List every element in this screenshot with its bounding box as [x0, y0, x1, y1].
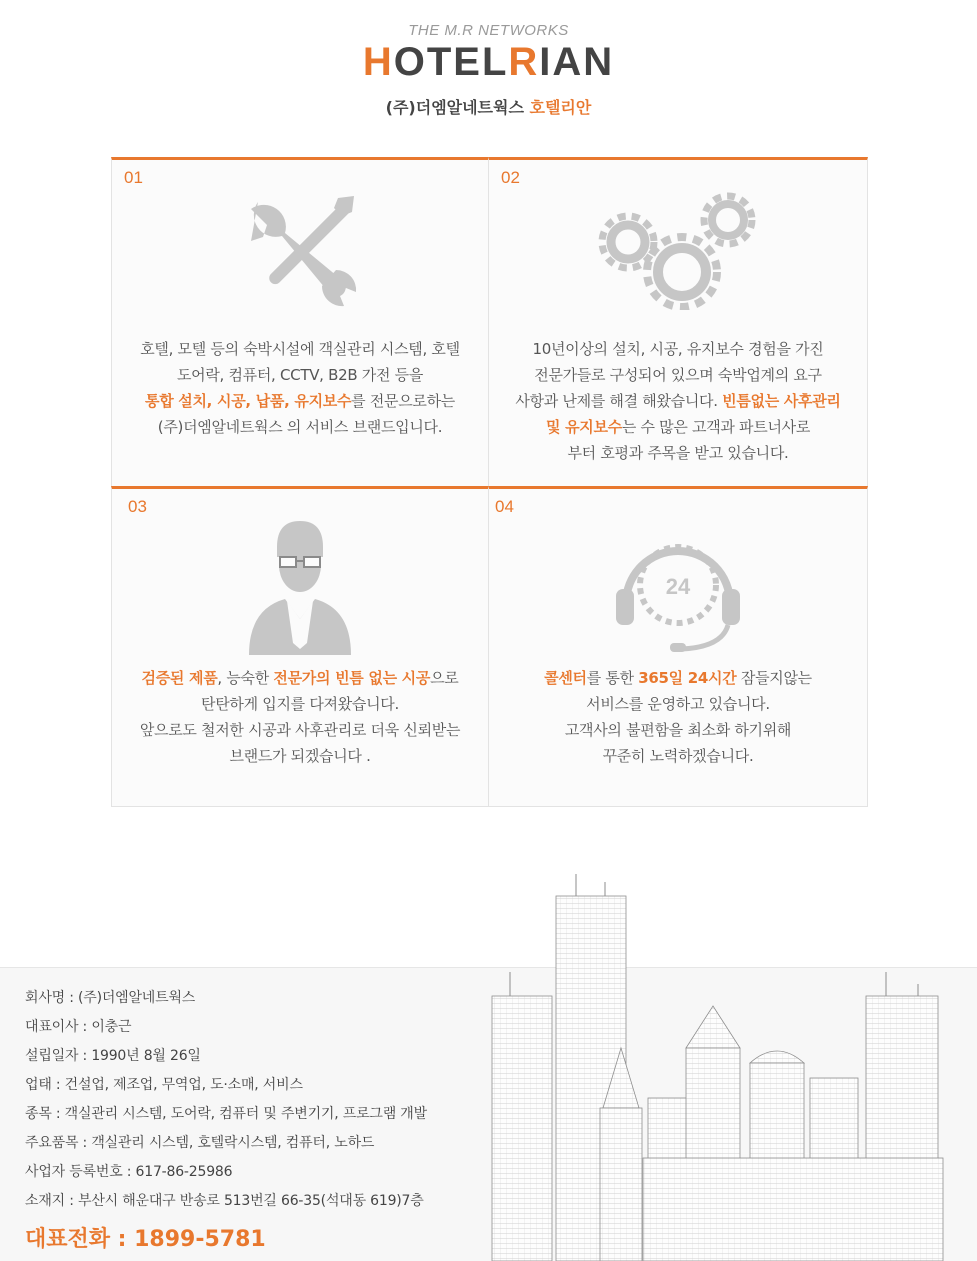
info-main-products: 주요품목 : 객실관리 시스템, 호텔락시스템, 컴퓨터, 노하드	[25, 1135, 375, 1151]
logo-mid: OTEL	[393, 40, 509, 84]
info-company-name: 회사명 : (주)더엠알네트웍스	[25, 990, 196, 1006]
feature-number: 04	[495, 497, 514, 516]
technician-icon	[245, 517, 355, 661]
desc-line: 브랜드가 되겠습니다 .	[229, 747, 371, 765]
feature-description	[112, 665, 488, 769]
highlight: 콜센터	[544, 669, 587, 687]
desc-text: 를 전문으로하는	[351, 392, 455, 410]
headset-24-icon	[608, 523, 748, 657]
info-ceo: 대표이사 : 이충근	[25, 1019, 132, 1035]
desc-line: 전문가들로 구성되어 있으며 숙박업계의 요구	[534, 366, 822, 384]
feature-description	[489, 665, 867, 769]
feature-card-03	[111, 486, 489, 807]
desc-line: 도어락, 컴퓨터, CCTV, B2B 가전 등을	[176, 366, 424, 384]
desc-line: 부터 호평과 주목을 받고 있습니다.	[567, 444, 789, 462]
feature-number: 02	[501, 168, 520, 187]
desc-line: 호텔, 모텔 등의 숙박시설에 객실관리 시스템, 호텔	[140, 340, 460, 358]
highlight: 전문가의 빈틈 없는 시공	[273, 669, 431, 687]
desc-line: 꾸준히 노력하겠습니다.	[602, 747, 754, 765]
tools-icon	[240, 192, 360, 316]
feature-number: 03	[128, 497, 147, 516]
feature-card-01	[111, 157, 489, 487]
desc-line: 앞으로도 철저한 시공과 사후관리로 더욱 신뢰받는	[139, 721, 461, 739]
highlight: 검증된 제품	[141, 669, 218, 687]
desc-text: 잠들지않는	[736, 669, 812, 687]
info-registration-number: 사업자 등록번호 : 617-86-25986	[25, 1164, 233, 1180]
desc-line: 고객사의 불편함을 최소화 하기위해	[564, 721, 792, 739]
highlight: 및 유지보수	[545, 418, 622, 436]
highlight: 통합 설치, 시공, 납품, 유지보수	[145, 392, 352, 410]
desc-line: 서비스를 운영하고 있습니다.	[586, 695, 770, 713]
desc-text: 으로	[430, 669, 459, 687]
desc-text: 는 수 많은 고객과 파트너사로	[621, 418, 811, 436]
info-business-type: 업태 : 건설업, 제조업, 무역업, 도·소매, 서비스	[25, 1077, 303, 1093]
feature-card-02	[488, 157, 868, 487]
desc-line: (주)더엠알네트웍스 의 서비스 브랜드입니다.	[157, 418, 443, 436]
city-skyline-icon	[488, 868, 948, 1261]
desc-line	[489, 665, 867, 691]
logo-r: R	[508, 40, 540, 84]
phone-number[interactable]: 대표전화 : 1899-5781	[25, 1227, 266, 1252]
feature-description	[112, 336, 488, 440]
tagline: THE M.R NETWORKS	[408, 22, 569, 39]
feature-number: 01	[124, 168, 143, 187]
info-founded: 설립일자 : 1990년 8월 26일	[25, 1048, 201, 1064]
desc-line	[489, 388, 867, 414]
logo[interactable]	[0, 40, 977, 85]
desc-text: 사항과 난제를 해결 해왔습니다.	[515, 392, 723, 410]
company-info	[25, 988, 427, 1253]
company-brand: 호텔리안	[529, 98, 592, 117]
desc-line	[112, 665, 488, 691]
info-business-items: 종목 : 객실관리 시스템, 도어락, 컴퓨터 및 주변기기, 프로그램 개발	[25, 1106, 427, 1122]
desc-text: , 능숙한	[217, 669, 274, 687]
feature-card-04	[488, 486, 868, 807]
desc-line	[112, 388, 488, 414]
company-name	[0, 95, 977, 118]
desc-text: 를 통한	[586, 669, 639, 687]
logo-end: IAN	[539, 40, 615, 84]
desc-line: 10년이상의 설치, 시공, 유지보수 경험을 가진	[532, 340, 824, 358]
feature-grid	[111, 157, 868, 807]
badge-24: 24	[665, 574, 691, 599]
gears-icon	[598, 190, 758, 314]
desc-line	[489, 414, 867, 440]
highlight: 빈틈없는 사후관리	[722, 392, 841, 410]
company-prefix: (주)더엠알네트웍스	[385, 98, 524, 117]
desc-line: 탄탄하게 입지를 다져왔습니다.	[201, 695, 399, 713]
logo-h: H	[362, 40, 394, 84]
info-address: 소재지 : 부산시 해운대구 반송로 513번길 66-35(석대동 619)7층	[25, 1193, 424, 1209]
feature-description	[489, 336, 867, 466]
highlight: 365일 24시간	[638, 669, 737, 687]
